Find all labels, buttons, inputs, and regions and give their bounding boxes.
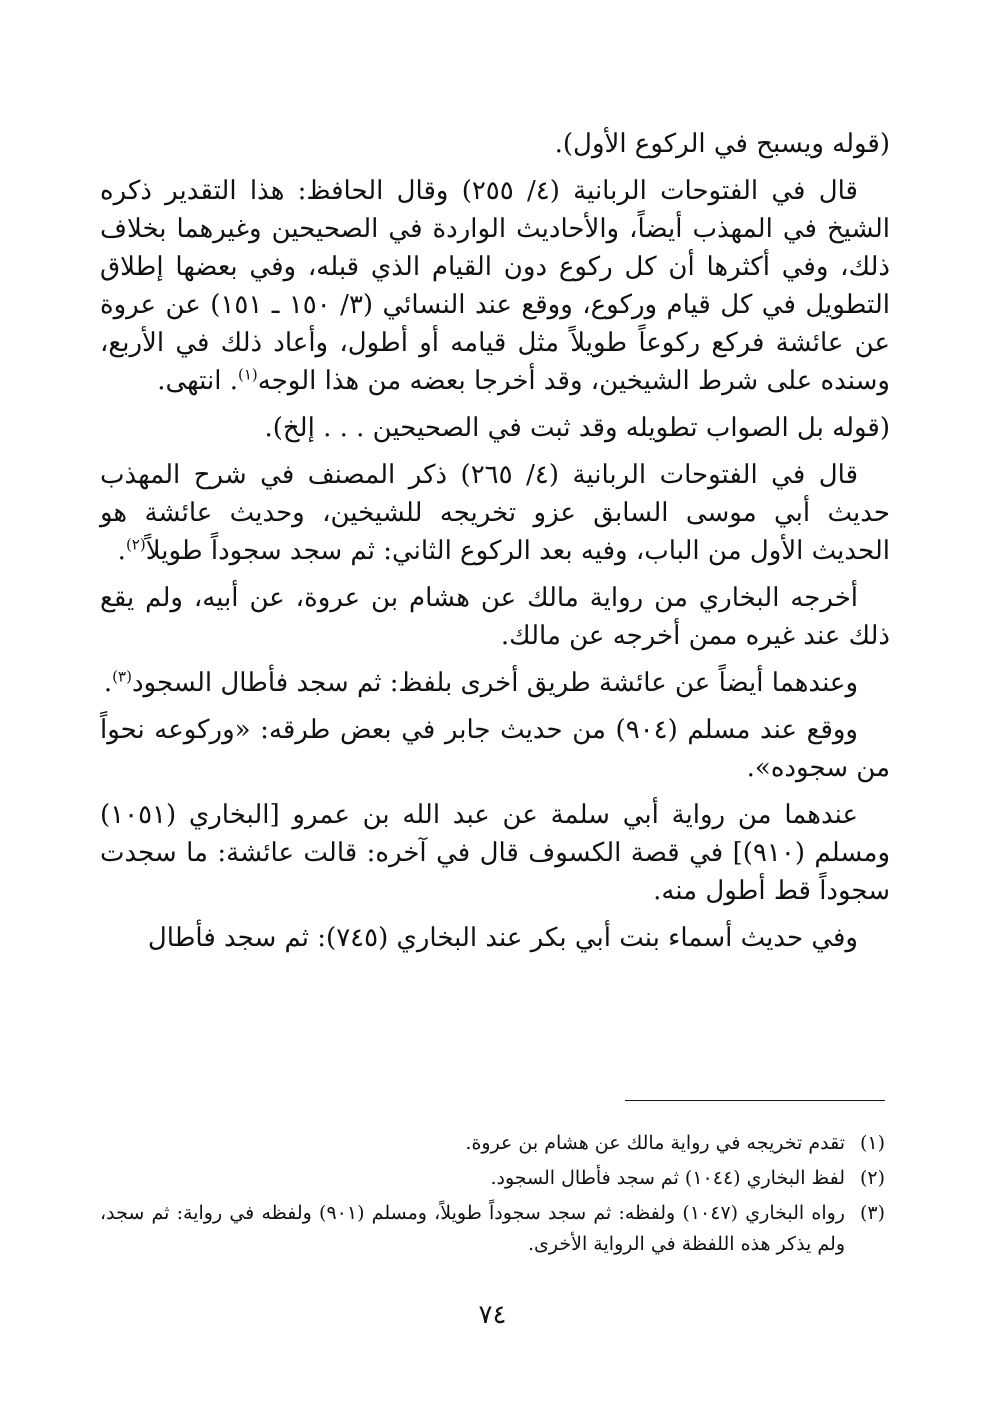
paragraph-text: أخرجه البخاري من رواية مالك عن هشام بن عروة، عن أبيه، ولم يقع ذلك عند غيره ممن أخرجه عن مالك. <box>100 583 890 651</box>
footnote-item <box>100 1128 885 1159</box>
paragraph-text: (قوله بل الصواب تطويله وقد ثبت في الصحيحين . . . إلخ). <box>264 413 890 443</box>
paragraph-text: ووقع عند مسلم (٩٠٤) من حديث جابر في بعض طرقه: «وركوعه نحواً من سجوده». <box>100 715 890 783</box>
paragraph <box>100 711 890 787</box>
paragraph-tail: . <box>117 536 126 566</box>
footnote-item <box>100 1198 885 1260</box>
paragraph <box>100 456 890 570</box>
footnote-ref-1[interactable]: (١) <box>237 365 258 384</box>
paragraph-heading-1 <box>100 125 890 163</box>
footnote-text: لفظ البخاري (١٠٤٤) ثم سجد فأطال السجود. <box>490 1167 845 1189</box>
footnote-text: رواه البخاري (١٠٤٧) ولفظه: ثم سجد سجوداً طويلاً، ومسلم (٩٠١) ولفظه في رواية: ثم سجد، ولم يذكر هذه اللفظة في الرواية الأخرى. <box>100 1202 845 1255</box>
paragraph-tail: . انتهى. <box>157 366 238 396</box>
paragraph-heading-2 <box>100 409 890 447</box>
footnote-number: (٣) <box>859 1202 885 1224</box>
paragraph-text: (قوله ويسبح في الركوع الأول). <box>554 129 890 159</box>
paragraph <box>100 664 890 702</box>
footnotes <box>100 1128 885 1264</box>
footnote-ref-2[interactable]: (٢) <box>125 535 146 554</box>
paragraph <box>100 919 890 957</box>
footnote-ref-3[interactable]: (٣) <box>112 667 132 686</box>
footnote-text: تقدم تخريجه في رواية مالك عن هشام بن عروة. <box>465 1132 845 1154</box>
paragraph-text: قال في الفتوحات الربانية (٤/ ٢٥٥) وقال الحافظ: هذا التقدير ذكره الشيخ في المهذب أيضاً، والأحاديث الواردة في الصحيحين وغيرهما بخلاف ذلك، وفي أكثرها أن كل ركوع دون القيام الذي قبله، وفي بعضها إطلاق التطويل في كل قيام وركوع، ووقع عند النسائي (٣/ ١٥٠ ـ ١٥١) عن عروة عن عائشة فركع ركوعاً طويلاً مثل قيامه أو أطول، وأعاد ذلك في الأربع، وسنده على شرط الشيخين، وقد أخرجا بعضه من هذا الوجه <box>100 176 890 396</box>
paragraph <box>100 172 890 400</box>
paragraph-text: وعندهما أيضاً عن عائشة طريق أخرى بلفظ: ثم سجد فأطال السجود <box>131 668 858 698</box>
paragraph <box>100 579 890 655</box>
paragraph-text: عندهما من رواية أبي سلمة عن عبد الله بن عمرو [البخاري (١٠٥١) ومسلم (٩١٠)] في قصة الكسوف قال في آخره: قالت عائشة: ما سجدت سجوداً قط أطول منه. <box>100 800 891 906</box>
paragraph <box>100 796 890 910</box>
paragraph-text: قال في الفتوحات الربانية (٤/ ٢٦٥) ذكر المصنف في شرح المهذب حديث أبي موسى السابق عزو تخريجه للشيخين، وحديث عائشة هو الحديث الأول من الباب، وفيه بعد الركوع الثاني: ثم سجد سجوداً طويلاً <box>100 460 890 566</box>
footnote-item <box>100 1163 885 1194</box>
page-number: ٧٤ <box>478 1300 507 1330</box>
footnote-divider <box>625 1100 885 1101</box>
paragraph-tail: . <box>103 668 113 698</box>
paragraph-text: وفي حديث أسماء بنت أبي بكر عند البخاري (٧٤٥): ثم سجد فأطال <box>147 923 858 953</box>
footnote-number: (٢) <box>859 1167 885 1189</box>
footnote-number: (١) <box>859 1132 885 1154</box>
main-text <box>100 125 890 966</box>
